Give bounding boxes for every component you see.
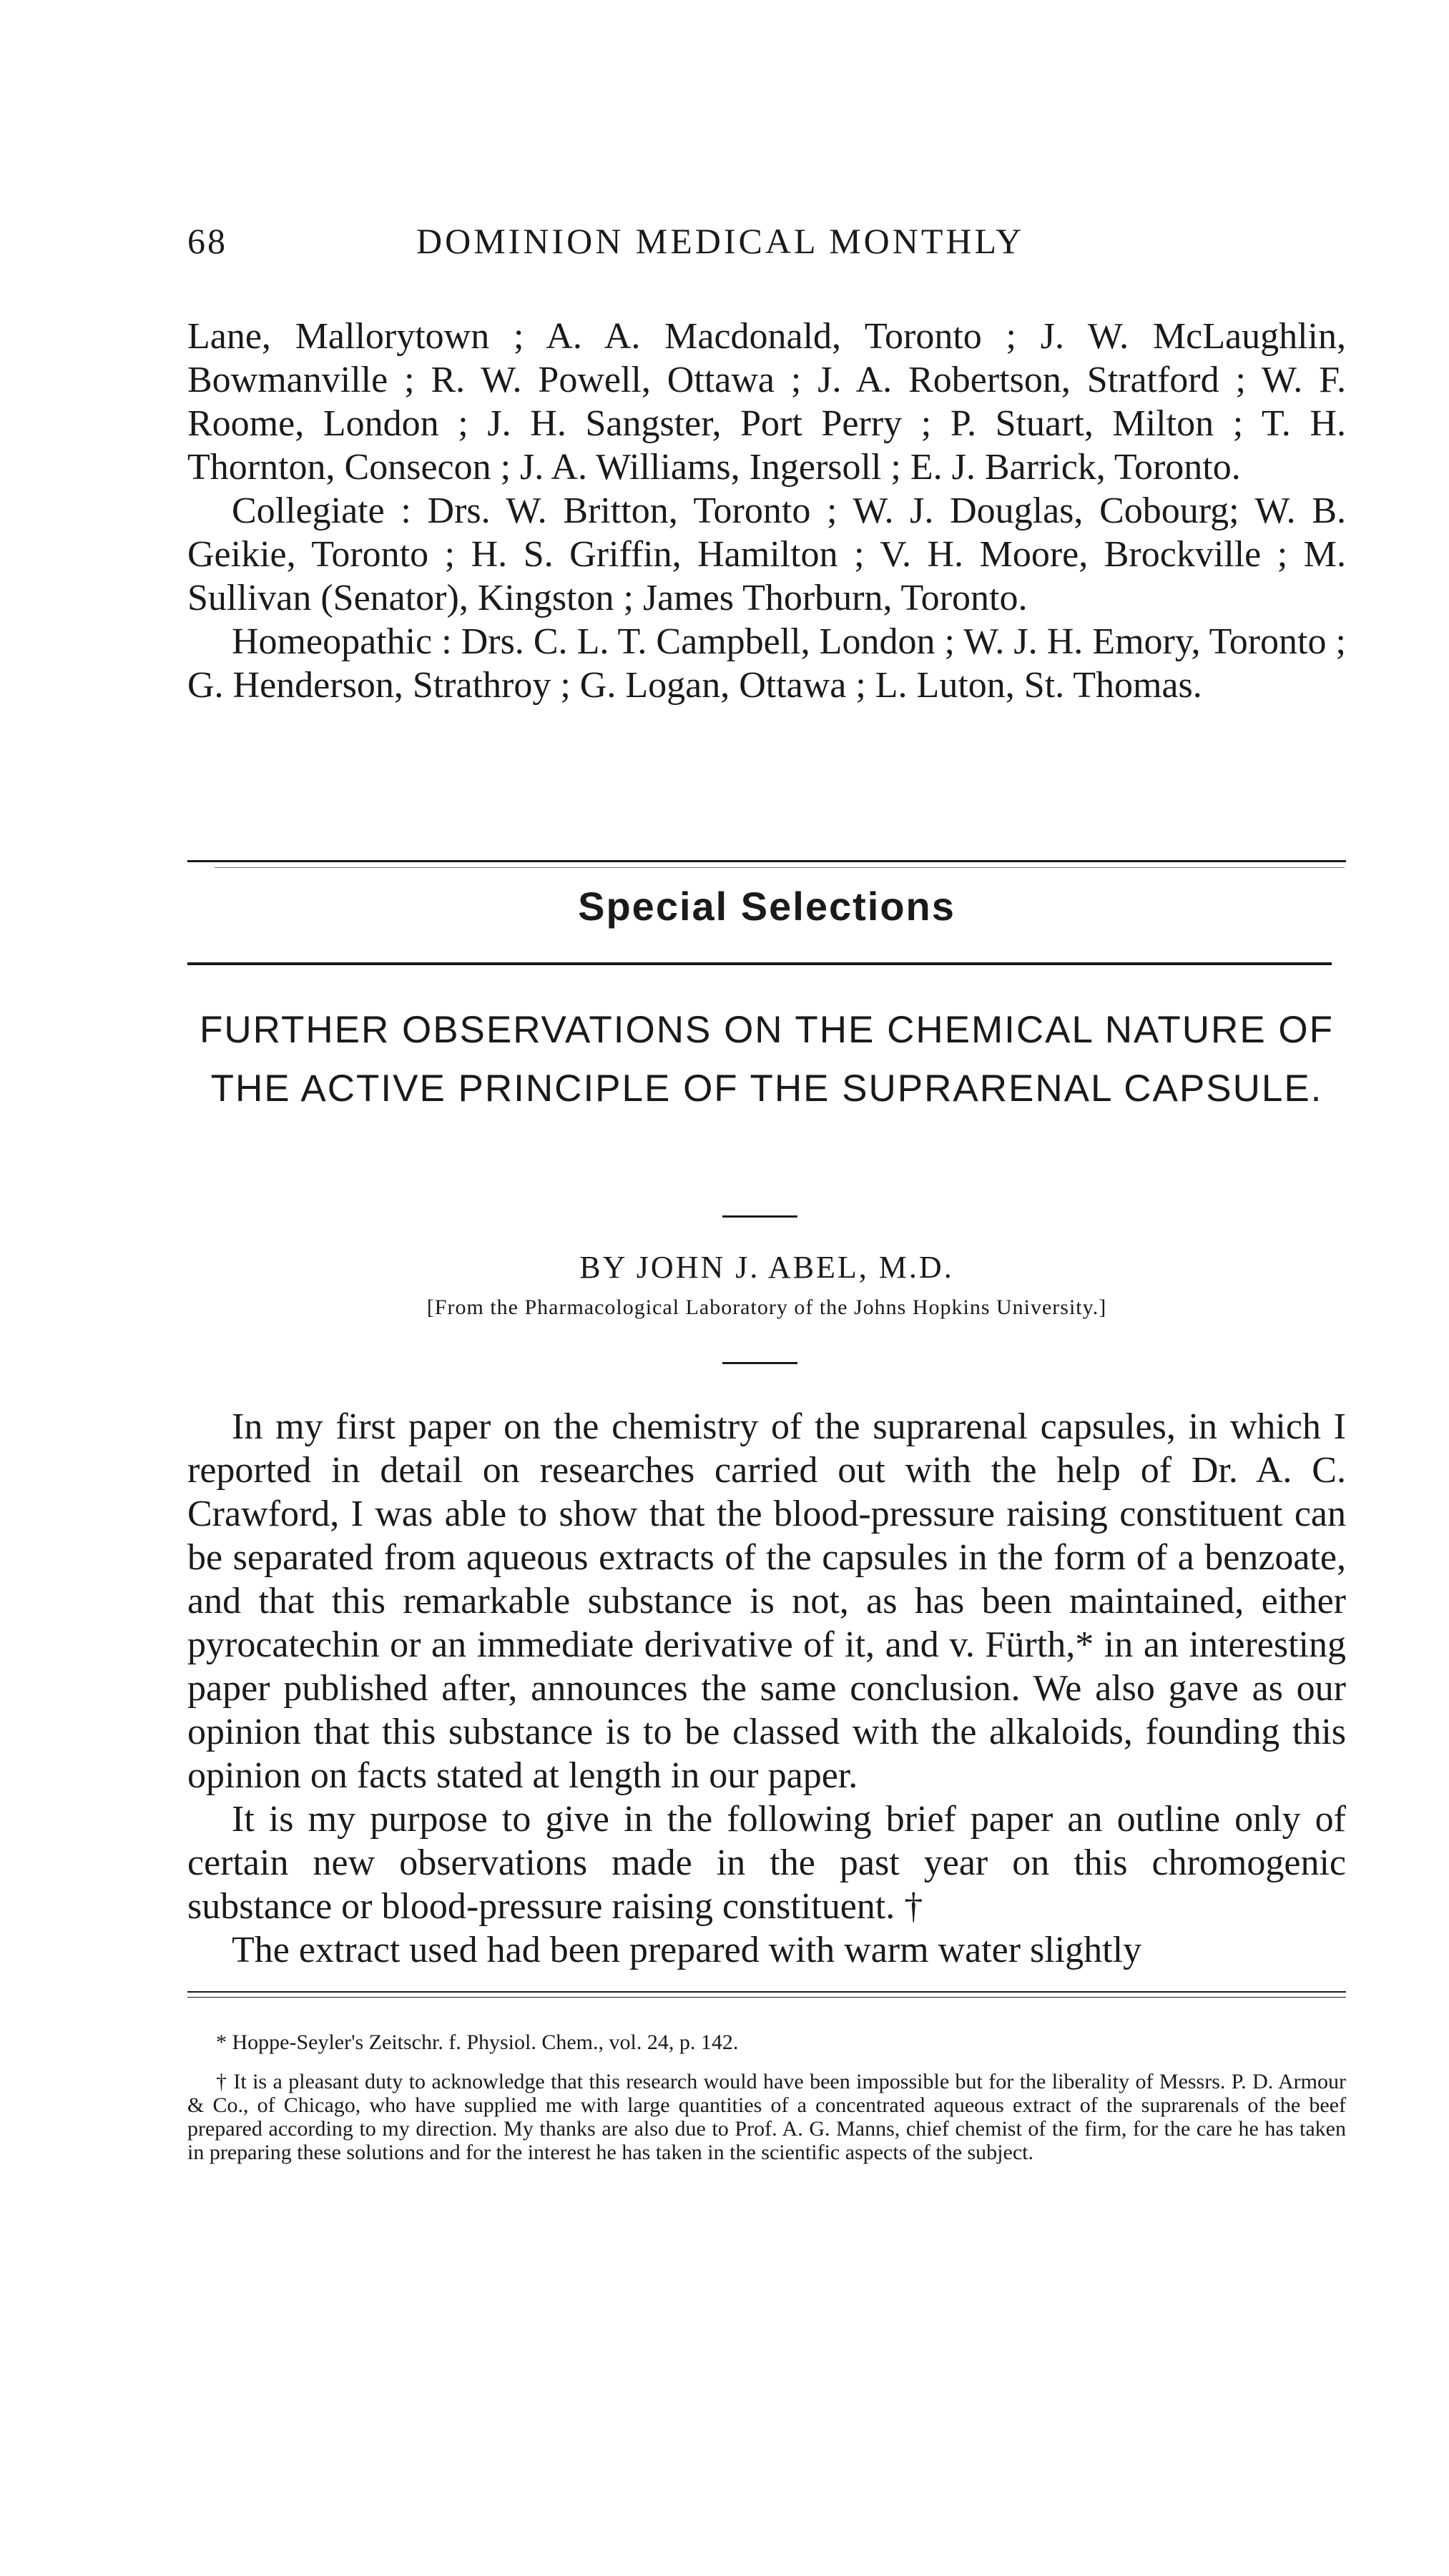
article-title: FURTHER OBSERVATIONS ON THE CHEMICAL NATURE OF THE ACTIVE PRINCIPLE OF THE SUPRARENAL CAPSULE. xyxy=(200,1009,1334,1110)
running-head xyxy=(187,220,1346,277)
affiliation: [From the Pharmacological Laboratory of the Johns Hopkins University.] xyxy=(426,1296,1107,1319)
footnote: † It is a pleasant duty to acknowledge that this research would have been impossible but for the liberality of Messrs. P. D. Armour & Co., of Chicago, who have supplied me with large quantities of a concentrated aqueous extract of the suprarenals of the beef prepared according to my direction. My thanks are also due to Prof. A. G. Manns, chief chemist of the firm, for the care he has taken in preparing these solutions and for the interest he has taken in the scientific aspects of the subject. xyxy=(187,2070,1346,2164)
section-rule-bottom xyxy=(187,962,1332,965)
byline: BY JOHN J. ABEL, M.D. xyxy=(579,1250,954,1285)
continued-list xyxy=(187,315,1346,707)
journal-title: DOMINION MEDICAL MONTHLY xyxy=(416,221,1025,261)
byline-divider xyxy=(722,1362,797,1364)
footnote-rule xyxy=(187,1991,1346,1993)
section-rule-top-thin xyxy=(215,867,1345,868)
footnotes xyxy=(187,2030,1346,2180)
list-paragraph-homeopathic: Homeopathic : Drs. C. L. T. Campbell, London ; W. J. H. Emory, Toronto ; G. Henderson, Strathroy ; G. Logan, Ottawa ; L. Luton, St. Thomas. xyxy=(187,621,1346,706)
body-paragraph: In my first paper on the chemistry of the suprarenal capsules, in which I reported in detail on researches carried out with the help of Dr. A. C. Crawford, I was able to show that the blood-pressure raising constituent can be separated from aqueous extracts of the capsules in the form of a benzoate, and that this remarkable substance is not, as has been maintained, either pyrocatechin or an immediate derivative of it, and v. Fürth,* in an interesting paper published after, announces the same conclusion. We also gave as our opinion that this substance is to be classed with the alkaloids, founding this opinion on facts stated at length in our paper. xyxy=(187,1406,1346,1796)
article-body xyxy=(187,1405,1346,1972)
footnote: * Hoppe-Seyler's Zeitschr. f. Physiol. Chem., vol. 24, p. 142. xyxy=(216,2030,739,2054)
section-heading: Special Selections xyxy=(578,884,956,929)
body-paragraph: It is my purpose to give in the following brief paper an outline only of certain new observations made in the past year on this chromogenic substance or blood-pressure raising constituent. † xyxy=(187,1799,1346,1927)
footnote-rule-thin xyxy=(187,1997,1346,1998)
title-divider xyxy=(722,1215,797,1218)
section-rule-top xyxy=(187,860,1346,862)
list-paragraph-general: Lane, Mallorytown ; A. A. Macdonald, Toronto ; J. W. McLaughlin, Bowmanville ; R. W. Powell, Ottawa ; J. A. Robertson, Stratford ; W. F. Roome, London ; J. H. Sangster, Port Perry ; P. Stuart, Milton ; T. H. Thornton, Consecon ; J. A. Williams, Ingersoll ; E. J. Barrick, Toronto. xyxy=(187,316,1346,488)
list-paragraph-collegiate: Collegiate : Drs. W. Britton, Toronto ; W. J. Douglas, Cobourg; W. B. Geikie, Toronto ; H. S. Griffin, Hamilton ; V. H. Moore, Brockville ; M. Sullivan (Senator), Kingston ; James Thorburn, Toronto. xyxy=(187,490,1346,618)
body-paragraph: The extract used had been prepared with warm water slightly xyxy=(232,1930,1142,1970)
page-number: 68 xyxy=(187,221,227,261)
